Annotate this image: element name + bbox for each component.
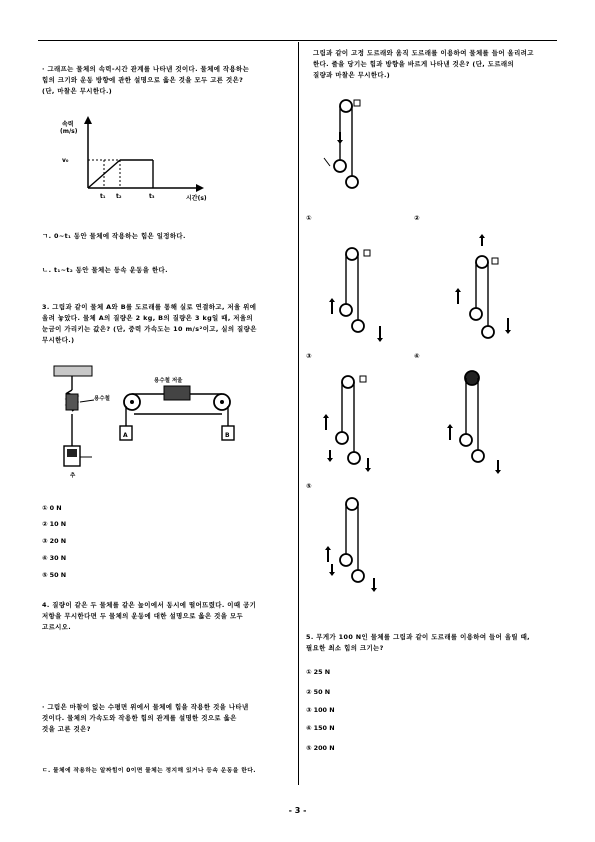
fixed-pulley	[342, 376, 354, 388]
load-pulley	[352, 320, 364, 332]
force-arrowhead-up	[447, 424, 453, 428]
force-arrowhead-up	[329, 298, 335, 302]
answer-option-4[interactable]: ④ 150 N	[306, 724, 335, 732]
answer-option-1[interactable]: ① 25 N	[306, 668, 331, 676]
question-explanation	[42, 600, 292, 633]
movable-pulley	[460, 434, 472, 446]
text-line: 저항을 무시한다면 두 물체의 운동에 대한 설명으로 옳은 것을 모두	[42, 612, 244, 620]
answer-option-4[interactable]: ④ 30 N	[42, 554, 67, 562]
answer-option-3[interactable]: ③ 20 N	[42, 537, 67, 545]
statement-2: ㄴ. t₁~t₂ 동안 물체는 등속 운동을 한다.	[42, 266, 168, 274]
fixed-pulley-mount	[354, 100, 360, 106]
text-line: 것이다. 물체의 가속도와 작용한 힘의 관계를 설명한 것으로 옳은	[42, 714, 237, 722]
question-intro	[42, 64, 292, 97]
option-label-5[interactable]: ⑤	[306, 482, 312, 490]
text-line: 고르시오.	[42, 623, 72, 631]
text-line: 그림과 같이 고정 도르래와 움직 도르래를 이용하여 물체를 들어 올리려고	[313, 49, 534, 57]
y-axis-label: 속력	[62, 121, 74, 128]
pulley-apparatus-diagram	[50, 362, 250, 487]
option-1-figure	[318, 244, 398, 344]
top-rule	[38, 40, 557, 41]
load-pulley	[482, 326, 494, 338]
text-line: 눈금이 가리키는 값은? (단, 중력 가속도는 10 m/s²이고, 실의 질량은	[42, 325, 257, 333]
text-line: 질량과 마찰은 무시한다.)	[313, 71, 391, 79]
load-pulley	[352, 570, 364, 582]
spring-label: 용수철	[94, 396, 110, 402]
option-5-figure	[318, 494, 398, 602]
hanging-weight-inner	[67, 449, 77, 457]
option-4-figure	[438, 366, 518, 478]
x-tick-label: t₁	[100, 193, 106, 200]
force-arrowhead-down	[329, 572, 335, 576]
question-5	[306, 632, 556, 654]
text-line: 무시한다.)	[42, 336, 75, 344]
movable-pulley	[334, 160, 346, 172]
pull-indicator	[324, 158, 330, 166]
weight-label: 추	[70, 473, 76, 479]
spring-body	[66, 394, 78, 410]
force-arrowhead-down	[371, 588, 377, 592]
answer-option-2[interactable]: ② 10 N	[42, 520, 67, 528]
velocity-time-graph	[58, 112, 208, 207]
spring-label-line	[80, 400, 94, 402]
x-tick-label: t₃	[149, 193, 155, 200]
answer-option-1[interactable]: ① 0 N	[42, 504, 62, 512]
text-line: 4. 질량이 같은 두 물체를 같은 높이에서 동시에 떨어뜨렸다. 이때 공기	[42, 601, 257, 609]
text-line: 것을 고른 것은?	[42, 725, 91, 733]
option-3-figure	[316, 372, 396, 476]
answer-option-2[interactable]: ② 50 N	[306, 688, 331, 696]
page-number: - 3 -	[288, 806, 307, 815]
force-arrowhead-up	[479, 234, 485, 238]
block-a-label: A	[123, 432, 128, 439]
fixed-pulley-mount	[364, 250, 370, 256]
fixed-pulley	[476, 256, 488, 268]
x-tick-label: t₂	[116, 193, 122, 200]
right-pulley-axle	[220, 400, 224, 404]
load-pulley	[472, 450, 484, 462]
text-line: 5. 무게가 100 N인 물체를 그림과 같이 도르래를 이용하여 들어 올릴 때,	[306, 633, 530, 641]
force-arrowhead-up	[325, 546, 331, 550]
y-axis-arrow	[84, 116, 92, 124]
y-axis-unit: (m/s)	[60, 128, 78, 135]
fixed-pulley	[346, 498, 358, 510]
text-line: 올려 놓았다. 물체 A의 질량은 2 kg, B의 질량은 3 kg일 때, 저울의	[42, 314, 254, 322]
left-pulley-axle	[130, 400, 134, 404]
force-arrowhead-up	[455, 288, 461, 292]
force-arrowhead-down	[505, 330, 511, 334]
movable-pulley	[336, 432, 348, 444]
question-explanation-2	[42, 702, 292, 735]
force-arrowhead-down	[377, 338, 383, 342]
load-pulley	[346, 176, 358, 188]
answer-option-5[interactable]: ⑤ 200 N	[306, 744, 335, 752]
movable-pulley	[340, 554, 352, 566]
x-axis-arrow	[196, 184, 204, 192]
column-divider	[298, 42, 299, 785]
movable-pulley	[470, 308, 482, 320]
fixed-pulley	[340, 100, 352, 112]
movable-pulley	[340, 304, 352, 316]
tension-arrowhead	[337, 140, 343, 144]
force-arrowhead-down	[495, 470, 501, 474]
option-label-4[interactable]: ④	[414, 352, 420, 360]
fixed-pulley-mount	[360, 376, 366, 382]
text-line: · 그래프는 물체의 속력-시간 관계를 나타낸 것이다. 물체에 작용하는	[42, 65, 250, 73]
option-label-2[interactable]: ②	[414, 214, 420, 222]
answer-option-3[interactable]: ③ 100 N	[306, 706, 335, 714]
fixed-pulley	[346, 248, 358, 260]
y-tick-label: v₀	[62, 157, 69, 164]
scale-label: 용수철 저울	[154, 378, 183, 384]
option-label-1[interactable]: ①	[306, 214, 312, 222]
pulley-figure-main	[316, 96, 376, 194]
fixed-pulley-mount	[492, 258, 498, 264]
force-arrowhead-up	[323, 414, 329, 418]
load-pulley	[348, 452, 360, 464]
statement-1: ㄱ. 0~t₁ 동안 물체에 작용하는 힘은 일정하다.	[42, 232, 186, 240]
force-arrowhead-down	[327, 458, 333, 462]
text-line: · 그림은 마찰이 없는 수평면 위에서 물체에 힘을 작용한 것을 나타낸	[42, 703, 249, 711]
text-line: 한다. 줄을 당기는 힘과 방향을 바르게 나타낸 것은? (단, 도르래의	[313, 60, 515, 68]
spring-scale	[164, 386, 190, 400]
option-2-figure	[438, 232, 528, 344]
right-intro	[313, 48, 558, 81]
ceiling-support	[54, 366, 92, 376]
x-axis-label: 시간(s)	[186, 195, 207, 202]
text-line: 필요한 최소 힘의 크기는?	[306, 644, 384, 652]
option-label-3[interactable]: ③	[306, 352, 312, 360]
text-line: (단, 마찰은 무시한다.)	[42, 87, 113, 95]
force-arrowhead-down	[365, 468, 371, 472]
block-b-label: B	[225, 432, 230, 439]
answer-option-5[interactable]: ⑤ 50 N	[42, 571, 67, 579]
text-line: 3. 그림과 같이 물체 A와 B를 도르래를 통해 실로 연결하고, 저울 위에	[42, 303, 257, 311]
fixed-pulley	[465, 371, 479, 385]
bottom-statement: ㄷ. 물체에 작용하는 알짜힘이 0이면 물체는 정지해 있거나 등속 운동을 한다.	[42, 768, 256, 774]
question-pulley	[42, 302, 292, 346]
text-line: 힘의 크기와 운동 방향에 관한 설명으로 옳은 것을 모두 고른 것은?	[42, 76, 244, 84]
